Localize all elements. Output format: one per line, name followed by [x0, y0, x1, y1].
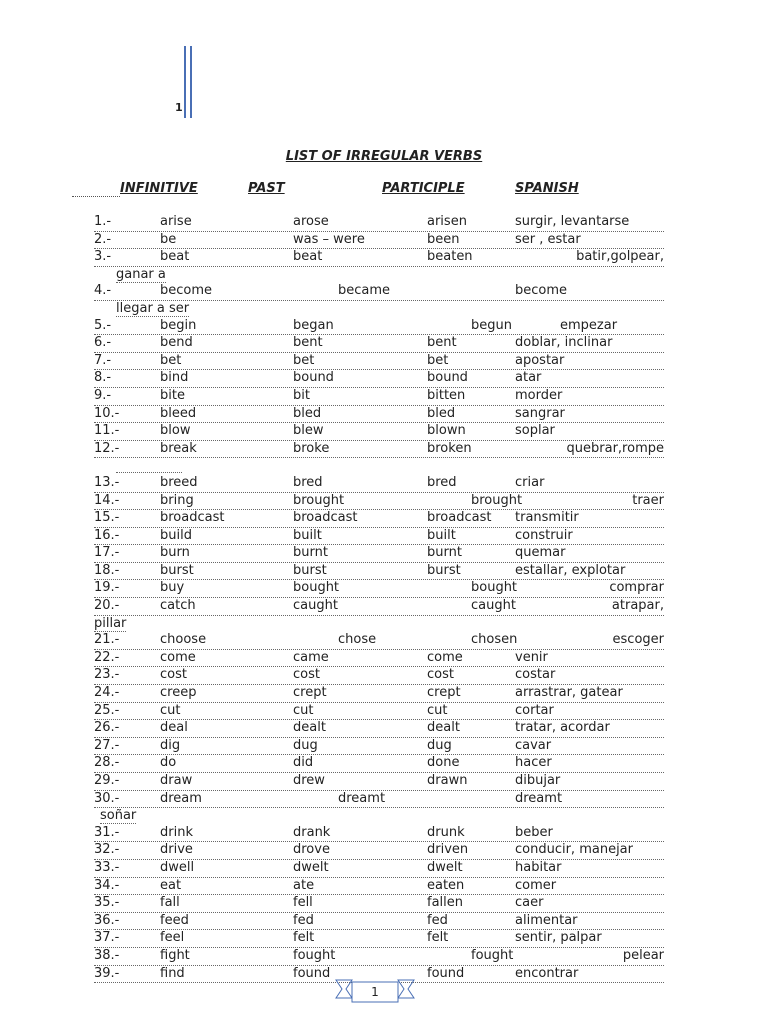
- verb-row: [94, 545, 664, 563]
- verb-infinitive: dwell: [160, 859, 195, 875]
- verb-row: [94, 493, 664, 511]
- verb-participle: broadcast: [427, 510, 492, 526]
- verb-row: [94, 685, 664, 703]
- verb-past: began: [293, 317, 334, 333]
- verb-infinitive: burst: [160, 562, 194, 578]
- verb-spanish: soplar: [515, 423, 555, 439]
- verb-infinitive: dig: [160, 737, 181, 753]
- verb-number: 29.-: [94, 773, 120, 788]
- verb-past: beat: [293, 249, 323, 265]
- verb-number: 22.-: [94, 649, 120, 665]
- verb-row: [94, 441, 664, 459]
- verb-number: 3.-: [94, 249, 112, 265]
- verb-number: 12.-: [94, 440, 120, 456]
- verb-spanish: caer: [515, 895, 544, 911]
- verb-participle: caught: [471, 598, 516, 614]
- verb-row: [94, 475, 664, 493]
- verb-number: 32.-: [94, 842, 120, 858]
- verb-row: [94, 632, 664, 650]
- verb-past: found: [293, 965, 331, 981]
- verb-infinitive: cost: [160, 667, 187, 683]
- verb-past: burst: [293, 562, 327, 578]
- verb-spanish: cortar: [515, 702, 554, 718]
- verb-past: did: [293, 755, 314, 771]
- verb-spanish: apostar: [515, 352, 565, 368]
- verb-row-continuation: [94, 616, 664, 633]
- verb-past: chose: [338, 632, 377, 648]
- verb-spanish: venir: [515, 649, 548, 665]
- verb-row: [94, 878, 664, 896]
- verb-infinitive: blow: [160, 423, 191, 439]
- verb-spanish: habitar: [515, 859, 562, 875]
- verb-spanish: quebrar,rompe: [566, 440, 664, 456]
- verb-number: 39.-: [94, 965, 120, 981]
- verb-infinitive: deal: [160, 720, 188, 736]
- verb-list: [94, 214, 664, 983]
- verb-infinitive: broadcast: [160, 510, 225, 526]
- verb-number: 6.-: [94, 335, 112, 351]
- verb-past: built: [293, 527, 322, 543]
- verb-spanish: doblar, inclinar: [515, 335, 613, 351]
- verb-spanish: surgir, levantarse: [515, 214, 630, 229]
- verb-past: fed: [293, 912, 314, 928]
- verb-participle: dug: [427, 737, 452, 753]
- verb-row-continuation: [94, 808, 664, 825]
- verb-past: broadcast: [293, 510, 358, 526]
- verb-participle: driven: [427, 842, 469, 858]
- verb-spanish: batir,golpear,: [576, 249, 664, 265]
- verb-infinitive: come: [160, 649, 196, 665]
- verb-infinitive: bring: [160, 492, 194, 508]
- verb-row: [94, 703, 664, 721]
- verb-past: felt: [293, 930, 315, 946]
- verb-number: 17.-: [94, 545, 120, 561]
- verb-past: ate: [293, 877, 315, 893]
- verb-row: [94, 370, 664, 388]
- verb-infinitive: fall: [160, 895, 180, 911]
- verb-infinitive: do: [160, 755, 177, 771]
- verb-infinitive: bend: [160, 335, 193, 351]
- verb-row: [94, 738, 664, 756]
- verb-past: drew: [293, 773, 325, 788]
- document-title: LIST OF IRREGULAR VERBS: [285, 149, 483, 164]
- verb-infinitive: be: [160, 231, 177, 247]
- verb-row: [94, 913, 664, 931]
- verb-row: [94, 930, 664, 948]
- verb-past: caught: [293, 598, 338, 614]
- verb-participle: chosen: [471, 632, 518, 648]
- verb-participle: bred: [427, 474, 457, 490]
- verb-past: fought: [293, 947, 336, 963]
- verb-infinitive: buy: [160, 580, 185, 596]
- verb-number: 24.-: [94, 685, 120, 701]
- verb-number: 5.-: [94, 317, 112, 333]
- verb-past: bought: [293, 580, 340, 596]
- verb-participle: cut: [427, 702, 448, 718]
- verb-number: 13.-: [94, 474, 120, 490]
- verb-participle: been: [427, 231, 460, 247]
- verb-infinitive: catch: [160, 598, 196, 614]
- verb-participle: arisen: [427, 214, 467, 229]
- verb-number: 1.-: [94, 214, 112, 229]
- verb-infinitive: draw: [160, 773, 193, 788]
- verb-spanish: escoger: [612, 632, 664, 648]
- verb-infinitive: choose: [160, 632, 207, 648]
- verb-participle: drawn: [427, 773, 468, 788]
- verb-row: [94, 232, 664, 250]
- verb-infinitive: fight: [160, 947, 190, 963]
- verb-number: 11.-: [94, 423, 120, 439]
- verb-spanish: arrastrar, gatear: [515, 685, 623, 701]
- verb-infinitive: creep: [160, 685, 197, 701]
- verb-spanish: pelear: [622, 947, 664, 963]
- verb-row: [94, 249, 664, 267]
- verb-row-continuation: [94, 267, 664, 284]
- verb-spanish-continued: ganar a: [116, 266, 166, 282]
- verb-participle: felt: [427, 930, 449, 946]
- footer-page-badge: [334, 976, 416, 1004]
- verb-participle: fallen: [427, 895, 464, 911]
- verb-infinitive: build: [160, 527, 192, 543]
- verb-infinitive: breed: [160, 474, 198, 490]
- verb-participle: drunk: [427, 824, 465, 840]
- verb-number: 27.-: [94, 737, 120, 753]
- verb-row: [94, 406, 664, 424]
- verb-participle: built: [427, 527, 456, 543]
- verb-participle: cost: [427, 667, 454, 683]
- verb-row: [94, 318, 664, 336]
- header-page-number: 1: [175, 101, 183, 114]
- verb-infinitive: bleed: [160, 405, 197, 421]
- footer-page-number: 1: [371, 985, 379, 999]
- verb-number: 25.-: [94, 702, 120, 718]
- verb-past: brought: [293, 492, 345, 508]
- verb-infinitive: become: [160, 283, 213, 299]
- verb-past: crept: [293, 685, 327, 701]
- verb-spanish: transmitir: [515, 510, 579, 526]
- verb-past: arose: [293, 214, 329, 229]
- verb-infinitive: feed: [160, 912, 189, 928]
- verb-spanish: traer: [632, 492, 664, 508]
- verb-row: [94, 755, 664, 773]
- verb-number: 26.-: [94, 720, 120, 736]
- verb-participle: found: [427, 965, 465, 981]
- verb-past: bled: [293, 405, 322, 421]
- verb-row: [94, 825, 664, 843]
- header-decoration-bars: [184, 46, 196, 118]
- verb-infinitive: beat: [160, 249, 190, 265]
- verb-participle: burnt: [427, 545, 462, 561]
- verb-participle: fed: [427, 912, 448, 928]
- verb-past: cut: [293, 702, 314, 718]
- verb-infinitive: bind: [160, 370, 189, 386]
- verb-participle: done: [427, 755, 460, 771]
- verb-row: [94, 353, 664, 371]
- header-leader-dots: [72, 196, 120, 197]
- verb-infinitive: eat: [160, 877, 182, 893]
- verb-participle: eaten: [427, 877, 465, 893]
- verb-number: 16.-: [94, 527, 120, 543]
- verb-participle: begun: [471, 317, 512, 333]
- verb-participle: bound: [427, 370, 468, 386]
- verb-row-continuation: [94, 301, 664, 318]
- verb-past: dreamt: [338, 790, 386, 806]
- verb-spanish: cavar: [515, 737, 552, 753]
- verb-past: was – were: [293, 231, 365, 247]
- verb-past: bet: [293, 352, 315, 368]
- verb-participle: bitten: [427, 387, 466, 403]
- verb-spanish: comer: [515, 877, 557, 893]
- verb-past: came: [293, 649, 329, 665]
- verb-participle: beaten: [427, 249, 473, 265]
- verb-infinitive: feel: [160, 930, 185, 946]
- verb-infinitive: dream: [160, 790, 202, 806]
- verb-row: [94, 650, 664, 668]
- verb-number: 15.-: [94, 510, 120, 526]
- verb-spanish: dreamt: [515, 790, 563, 806]
- verb-participle: dwelt: [427, 859, 463, 875]
- verb-spanish-continued: [116, 458, 182, 473]
- verb-infinitive: arise: [160, 214, 192, 229]
- verb-number: 7.-: [94, 352, 112, 368]
- verb-number: 2.-: [94, 231, 112, 247]
- column-headers: [0, 181, 768, 199]
- verb-past: became: [338, 283, 391, 299]
- verb-row: [94, 860, 664, 878]
- verb-spanish-continued: llegar a ser: [116, 300, 190, 316]
- verb-spanish: costar: [515, 667, 556, 683]
- verb-number: 8.-: [94, 370, 112, 386]
- verb-row: [94, 842, 664, 860]
- verb-spanish: estallar, explotar: [515, 562, 626, 578]
- verb-row: [94, 773, 664, 791]
- verb-past: dwelt: [293, 859, 329, 875]
- verb-number: 10.-: [94, 405, 120, 421]
- verb-spanish: construir: [515, 527, 573, 543]
- verb-infinitive: bite: [160, 387, 185, 403]
- verb-spanish: become: [515, 283, 568, 299]
- verb-spanish-continued: soñar: [100, 808, 137, 824]
- verb-row: [94, 528, 664, 546]
- verb-past: dealt: [293, 720, 326, 736]
- verb-number: 33.-: [94, 859, 120, 875]
- verb-spanish: hacer: [515, 755, 552, 771]
- verb-infinitive: break: [160, 440, 197, 456]
- verb-number: 19.-: [94, 580, 120, 596]
- header-past: PAST: [248, 181, 285, 196]
- verb-number: 28.-: [94, 755, 120, 771]
- verb-past: dug: [293, 737, 318, 753]
- verb-spanish: alimentar: [515, 912, 578, 928]
- verb-number: 36.-: [94, 912, 120, 928]
- verb-participle: blown: [427, 423, 466, 439]
- verb-row-continuation: [94, 458, 664, 475]
- verb-participle: dealt: [427, 720, 460, 736]
- verb-row: [94, 720, 664, 738]
- verb-infinitive: drive: [160, 842, 193, 858]
- verb-participle: fought: [471, 947, 514, 963]
- verb-spanish: beber: [515, 824, 553, 840]
- verb-participle: brought: [471, 492, 523, 508]
- verb-row: [94, 214, 664, 232]
- verb-number: 30.-: [94, 790, 120, 806]
- verb-number: 9.-: [94, 387, 112, 403]
- verb-participle: come: [427, 649, 463, 665]
- verb-participle: bet: [427, 352, 449, 368]
- verb-number: 18.-: [94, 562, 120, 578]
- verb-spanish: tratar, acordar: [515, 720, 610, 736]
- verb-number: 4.-: [94, 283, 112, 299]
- verb-infinitive: drink: [160, 824, 193, 840]
- verb-spanish: quemar: [515, 545, 566, 561]
- header-participle: PARTICIPLE: [382, 181, 465, 196]
- verb-spanish: morder: [515, 387, 563, 403]
- verb-row: [94, 423, 664, 441]
- verb-number: 37.-: [94, 930, 120, 946]
- verb-row: [94, 510, 664, 528]
- verb-infinitive: find: [160, 965, 185, 981]
- verb-past: cost: [293, 667, 320, 683]
- verb-spanish-continued: pillar: [94, 615, 127, 631]
- verb-number: 35.-: [94, 895, 120, 911]
- verb-row: [94, 283, 664, 301]
- verb-participle: bought: [471, 580, 518, 596]
- verb-infinitive: begin: [160, 317, 197, 333]
- verb-infinitive: cut: [160, 702, 181, 718]
- verb-participle: burst: [427, 562, 461, 578]
- verb-past: bit: [293, 387, 310, 403]
- header-infinitive: INFINITIVE: [120, 181, 198, 196]
- verb-row: [94, 388, 664, 406]
- verb-past: drove: [293, 842, 330, 858]
- verb-spanish: empezar: [560, 317, 618, 333]
- verb-spanish: encontrar: [515, 965, 579, 981]
- verb-participle: crept: [427, 685, 461, 701]
- header-bar: [184, 46, 186, 118]
- verb-number: 38.-: [94, 947, 120, 963]
- verb-row: [94, 667, 664, 685]
- verb-row: [94, 335, 664, 353]
- verb-past: bound: [293, 370, 334, 386]
- verb-spanish: sentir, palpar: [515, 930, 602, 946]
- verb-row: [94, 563, 664, 581]
- header-spanish: SPANISH: [515, 181, 579, 196]
- verb-past: fell: [293, 895, 313, 911]
- verb-infinitive: burn: [160, 545, 190, 561]
- header-bar: [190, 46, 192, 118]
- verb-spanish: comprar: [609, 580, 664, 596]
- verb-past: bred: [293, 474, 323, 490]
- verb-spanish: atrapar,: [611, 598, 664, 614]
- verb-row: [94, 948, 664, 966]
- verb-spanish: conducir, manejar: [515, 842, 633, 858]
- verb-number: 20.-: [94, 598, 120, 614]
- verb-number: 14.-: [94, 492, 120, 508]
- verb-number: 21.-: [94, 632, 120, 648]
- verb-spanish: criar: [515, 474, 545, 490]
- verb-row: [94, 598, 664, 616]
- verb-spanish: dibujar: [515, 773, 561, 788]
- verb-past: blew: [293, 423, 324, 439]
- verb-participle: bled: [427, 405, 456, 421]
- verb-number: 34.-: [94, 877, 120, 893]
- verb-number: 31.-: [94, 824, 120, 840]
- verb-spanish: ser , estar: [515, 231, 581, 247]
- verb-past: burnt: [293, 545, 328, 561]
- verb-infinitive: bet: [160, 352, 182, 368]
- verb-participle: broken: [427, 440, 472, 456]
- verb-spanish: sangrar: [515, 405, 565, 421]
- verb-row: [94, 791, 664, 809]
- verb-row: [94, 895, 664, 913]
- verb-participle: bent: [427, 335, 457, 351]
- verb-past: bent: [293, 335, 323, 351]
- verb-row: [94, 580, 664, 598]
- verb-past: drank: [293, 824, 331, 840]
- verb-spanish: atar: [515, 370, 542, 386]
- verb-past: broke: [293, 440, 330, 456]
- verb-number: 23.-: [94, 667, 120, 683]
